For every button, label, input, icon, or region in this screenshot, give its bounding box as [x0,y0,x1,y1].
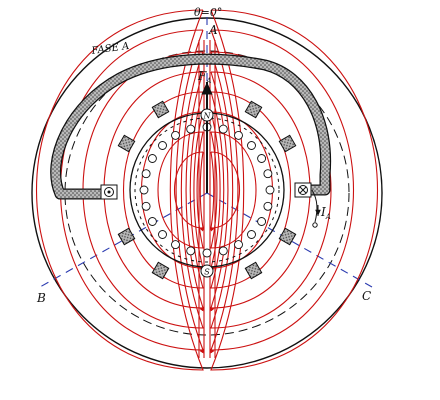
rotor-bar [187,247,195,255]
axis-a-label: A [209,23,218,37]
angle-label: θ=0° [194,6,223,19]
rotor-bar [140,186,148,194]
stator-slot [245,262,261,278]
rotor-bar [219,247,227,255]
stator-slot [152,101,168,117]
rotor-bar [248,231,256,239]
rotor-bar [159,231,167,239]
rotor-bar [264,170,272,178]
coil-label: FASE A [90,40,130,57]
stator-slot [279,135,295,151]
north-pole-marker [201,109,213,121]
stator-slot [118,135,134,151]
current-label: $I_A$ [321,205,331,221]
dot-in-circle-icon [101,185,117,199]
north-pole-label: N [203,111,211,121]
rotor-bar [172,131,180,139]
axis-b-label: B [37,291,46,305]
axis-c-label: C [362,289,372,303]
cross-in-circle-icon [295,183,311,197]
mmf-label: $F_A$ [198,69,212,85]
stator-slot [118,228,134,244]
rotor-bar [248,142,256,150]
rotor-bar [172,241,180,249]
rotor-bar [266,186,274,194]
rotor-bar [159,142,167,150]
rotor-bar [203,249,211,257]
rotor-bar [142,202,150,210]
rotor-bar [148,155,156,163]
south-pole-label: S [204,267,210,277]
south-pole-marker [201,265,213,277]
rotor-bar [148,218,156,226]
rotor-bar [258,155,266,163]
current-terminal [313,223,317,227]
rotor-bar [219,125,227,133]
stator-slot [245,101,261,117]
rotor-bar [258,218,266,226]
rotor-bar [264,202,272,210]
rotor-bar [235,241,243,249]
rotor-bar [142,170,150,178]
rotor-bar [235,131,243,139]
rotor-bar [187,125,195,133]
stator-slot [152,262,168,278]
